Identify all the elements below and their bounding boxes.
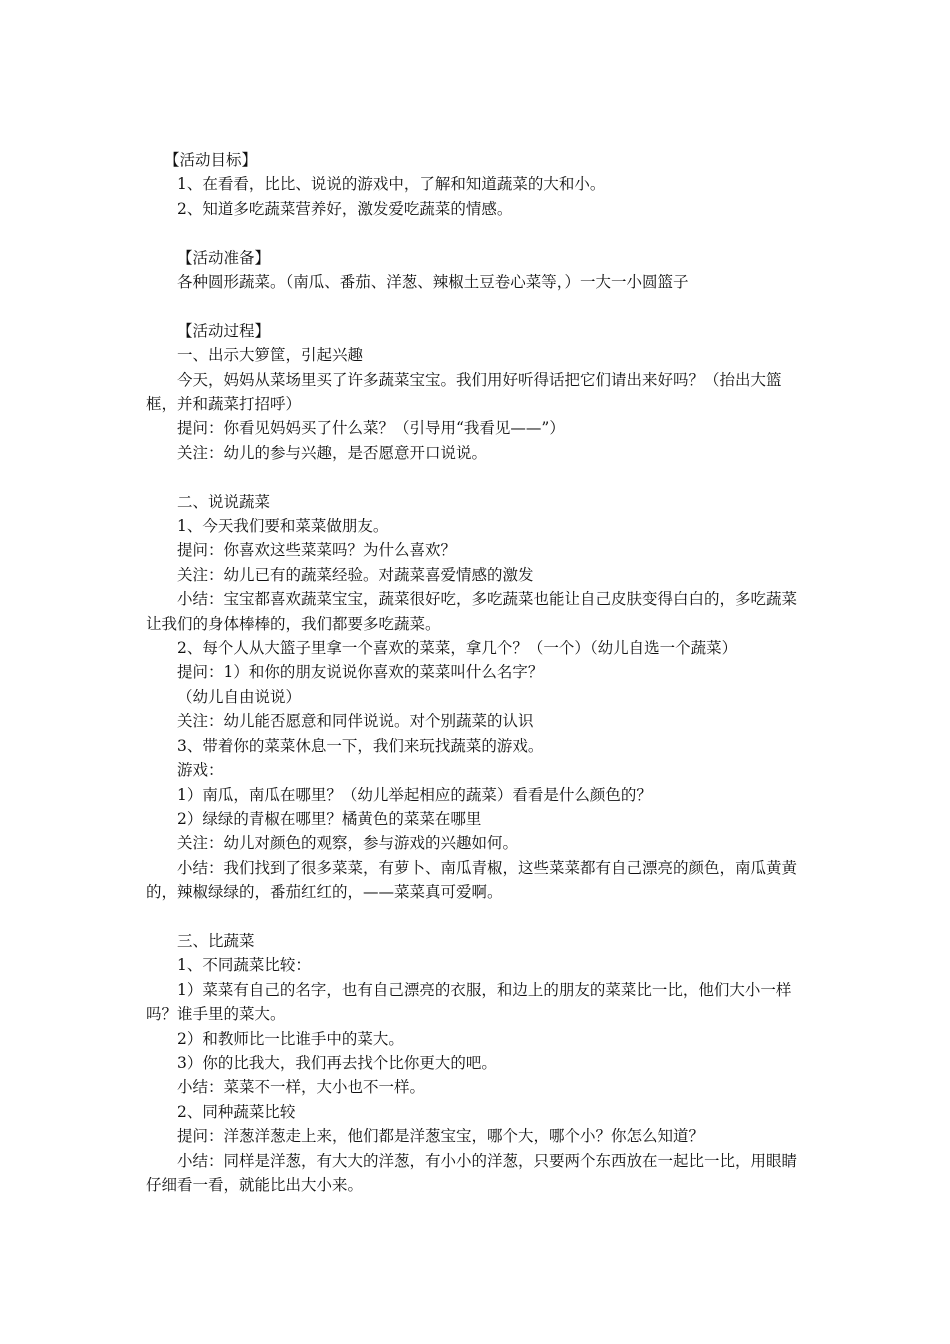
paragraph: 3、带着你的菜菜休息一下，我们来玩找蔬菜的游戏。 bbox=[177, 736, 544, 755]
section-heading: 【活动过程】 bbox=[177, 321, 271, 340]
paragraph: 1、在看看，比比、说说的游戏中，了解和知道蔬菜的大和小。 bbox=[177, 175, 606, 194]
paragraph: 提问：洋葱洋葱走上来，他们都是洋葱宝宝，哪个大，哪个小？你怎么知道？ bbox=[177, 1127, 705, 1146]
paragraph: 3）你的比我大，我们再去找个比你更大的吧。 bbox=[177, 1053, 497, 1072]
document-page bbox=[146, 148, 810, 1197]
section-gap bbox=[146, 905, 810, 929]
section-gap bbox=[146, 294, 810, 318]
paragraph: 提问：你看见妈妈买了什么菜？（引导用“我看见——”） bbox=[177, 419, 565, 438]
paragraph: 小结：菜菜不一样，大小也不一样。 bbox=[177, 1078, 426, 1097]
section-gap bbox=[146, 221, 810, 245]
paragraph: 2、同种蔬菜比较 bbox=[177, 1102, 296, 1121]
paragraph: 提问：1）和你的朋友说说你喜欢的菜菜叫什么名字？ bbox=[177, 663, 544, 682]
section-heading: 三、比蔬菜 bbox=[177, 931, 255, 950]
paragraph: 一、出示大箩筐，引起兴趣 bbox=[177, 346, 364, 365]
paragraph: 2、每个人从大篮子里拿一个喜欢的菜菜，拿几个？（一个）（幼儿自选一个蔬菜） bbox=[177, 639, 738, 658]
paragraph: 关注：幼儿已有的蔬菜经验。对蔬菜喜爱情感的激发 bbox=[177, 565, 534, 584]
paragraph: 2）绿绿的青椒在哪里？橘黄色的菜菜在哪里 bbox=[177, 809, 482, 828]
paragraph: 2）和教师比一比谁手中的菜大。 bbox=[177, 1029, 404, 1048]
section-heading: 二、说说蔬菜 bbox=[177, 492, 271, 511]
paragraph: 各种圆形蔬菜。（南瓜、番茄、洋葱、辣椒土豆卷心菜等，）一大一小圆篮子 bbox=[177, 273, 689, 292]
paragraph: 小结：我们找到了很多菜菜，有萝卜、南瓜青椒，这些菜菜都有自己漂亮的颜色，南瓜黄黄的，辣椒绿绿的，番茄红红的，——菜菜真可爱啊。 bbox=[146, 858, 798, 902]
paragraph: 小结：宝宝都喜欢蔬菜宝宝，蔬菜很好吃，多吃蔬菜也能让自己皮肤变得白白的，多吃蔬菜让我们的身体棒棒的，我们都要多吃蔬菜。 bbox=[146, 590, 798, 633]
paragraph: 关注：幼儿能否愿意和同伴说说。对个别蔬菜的认识 bbox=[177, 712, 534, 731]
section-gap bbox=[146, 465, 810, 489]
paragraph: 提问：你喜欢这些菜菜吗？为什么喜欢？ bbox=[177, 541, 457, 560]
paragraph: 1、不同蔬菜比较： bbox=[177, 956, 311, 975]
paragraph: 关注：幼儿的参与兴趣，是否愿意开口说说。 bbox=[177, 443, 488, 462]
paragraph: 小结：同样是洋葱，有大大的洋葱，有小小的洋葱，只要两个东西放在一起比一比，用眼睛仔细看一看，就能比出大小来。 bbox=[146, 1151, 798, 1194]
paragraph: 1）菜菜有自己的名字，也有自己漂亮的衣服，和边上的朋友的菜菜比一比，他们大小一样吗？谁手里的菜大。 bbox=[146, 980, 792, 1024]
paragraph: （幼儿自由说说） bbox=[177, 687, 302, 706]
paragraph: 关注：幼儿对颜色的观察，参与游戏的兴趣如何。 bbox=[177, 834, 519, 853]
paragraph: 游戏： bbox=[177, 761, 224, 780]
paragraph: 2、知道多吃蔬菜营养好，激发爱吃蔬菜的情感。 bbox=[177, 199, 513, 218]
section-heading: 【活动目标】 bbox=[164, 151, 258, 169]
paragraph: 今天，妈妈从菜场里买了许多蔬菜宝宝。我们用好听得话把它们请出来好吗？（抬出大篮框，并和蔬菜打招呼） bbox=[146, 370, 782, 414]
section-heading: 【活动准备】 bbox=[177, 248, 271, 267]
paragraph: 1）南瓜，南瓜在哪里？（幼儿举起相应的蔬菜）看看是什么颜色的？ bbox=[177, 785, 652, 804]
paragraph: 1、今天我们要和菜菜做朋友。 bbox=[177, 517, 389, 536]
